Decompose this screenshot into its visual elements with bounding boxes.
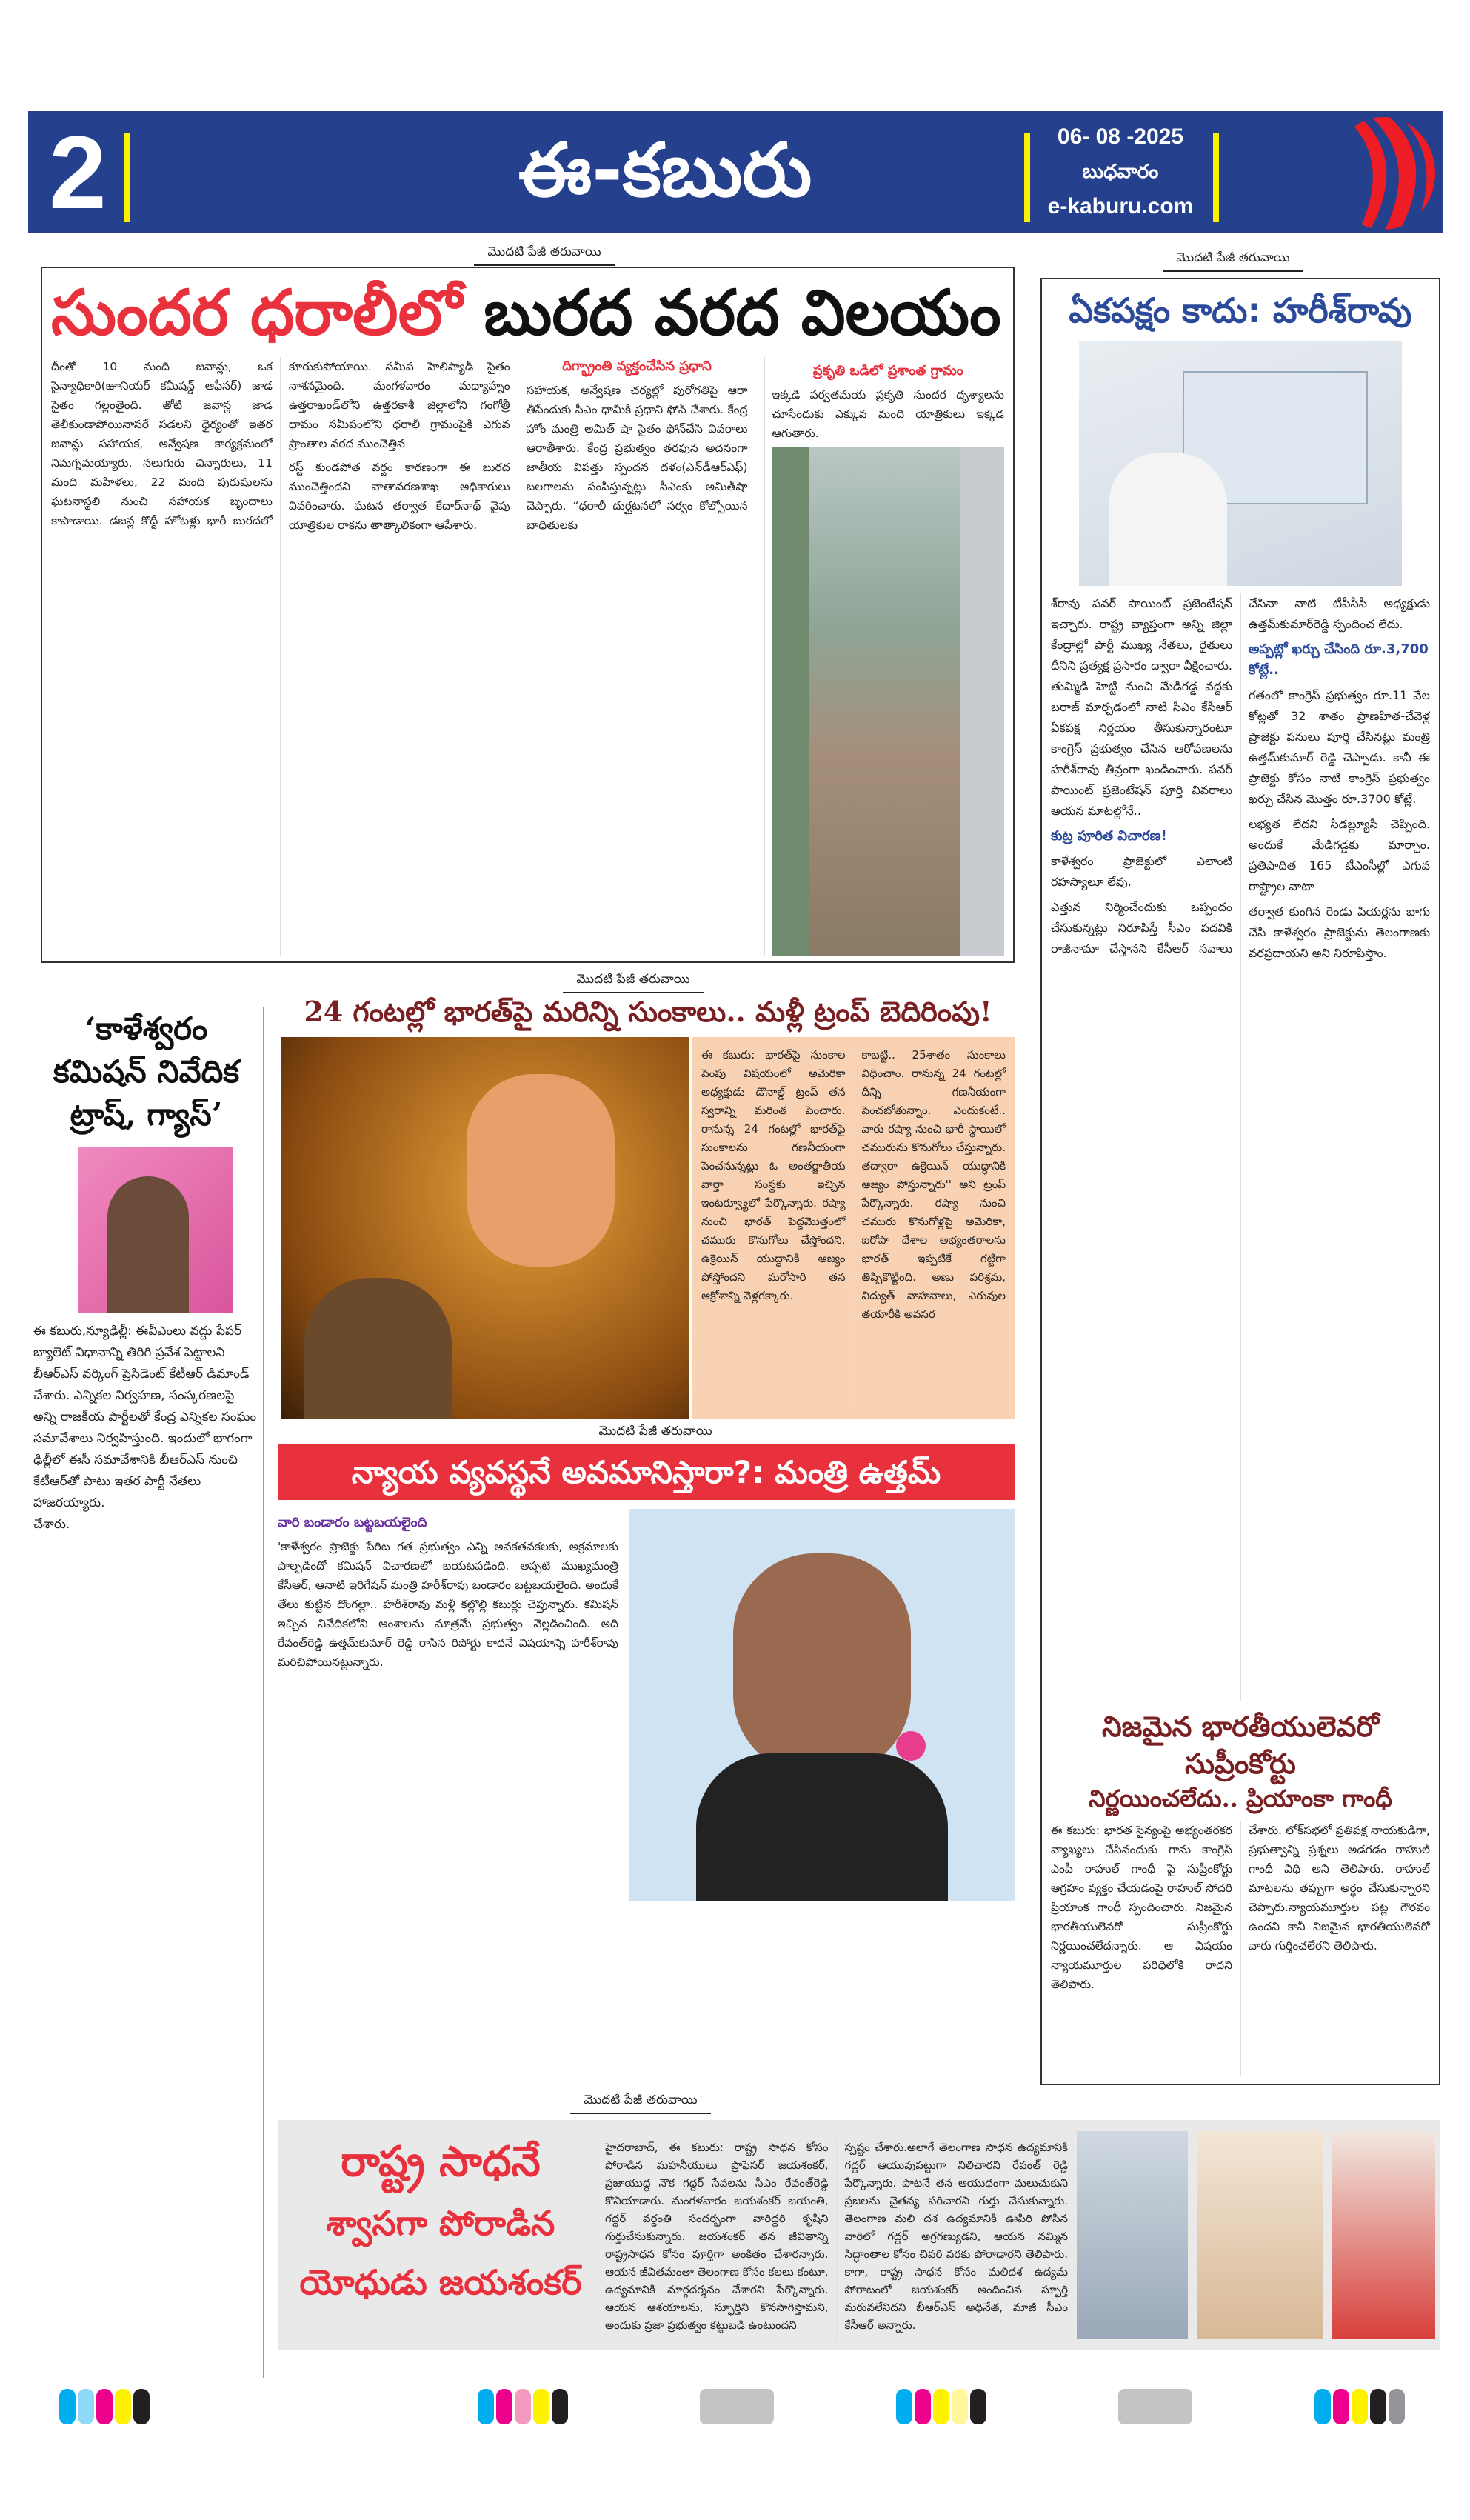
flood-body-row	[51, 357, 1004, 956]
paragraph: దీంతో 10 మంది జవాన్లు, ఒక సైన్యాధికారి(జూనియర్ కమీషన్డ్ ఆఫీసర్) జాడ సైతం గల్లంతైంది. తోటి జవాన్ల జాడ తెలీకుండాపోయినాసరే సడలని ధైర్యంతో ఇతర జవాన్లు సహాయక, అన్వేషణ కార్యక్రమంలో నిమగ్నమయ్యారు. నలుగురు చిన్నారులు, 11 మంది మహిళలు, 22 మంది పురుషులను ఘటనాస్థలి నుంచి సహాయక బృందాలు కాపాడాయి. డజన్ల కొద్దీ హోటళ్లు భారీ బురదలో కూరుకుపోయాయి. సమీప హెలిప్యాడ్ సైతం నాశనమైంది. మంగళవారం మధ్యాహ్నం ఉత్తరాఖండ్‌లోని ఉత్తరకాశీ జిల్లాలోని గంగోత్రీ ధామం సమీపంలోని ధరాలీ గ్రామంపైకి ఎగువ ప్రాంతాల వరద ముంచెత్తిన	[51, 360, 510, 527]
headline-line: యోధుడు జయశంకర్	[299, 2262, 582, 2302]
headline-red-part: సుందర ధరాలీలో	[51, 276, 463, 349]
photo-panel	[960, 447, 1004, 956]
gaddar-photo	[1332, 2131, 1435, 2339]
ktr-article	[33, 1007, 259, 2378]
paragraph: స్పష్టం చేశారు.అలాగే తెలంగాణ సాధన ఉద్యమానికి గద్దర్ ఆయువుపట్టుగా నిలిచారని రేవంత్ రెడ్డి పేర్కొన్నారు. పాటనే తన ఆయుధంగా మలుచుకుని ప్రజలను చైతన్య పరిచారని గుర్తు చేసుకున్నారు. తెలంగాణ మలి దశ ఉద్యమానికి ఊపిరి పోసిన వారిలో గద్దర్ అగ్రగణ్యుడని, ఆయన నమ్మిన సిద్ధాంతాల కోసం చివరి వరకు పోరాడారని తెలిపారు. కాగా, రాష్ట్ర సాధన కోసం మలిదశ ఉద్యమ పోరాటంలో జయశంకర్ అందించిన స్ఫూర్తి మరువలేనిదని బీఆర్ఎస్ అధినేత, మాజీ సీఎం కేసీఆర్ అన్నారు.	[844, 2141, 1068, 2332]
uttam-figure	[733, 1553, 911, 1776]
paragraph: హైదరాబాద్, ఈ కబురు: రాష్ట్ర సాధన కోసం పోరాడిన మహనీయులు ప్రొఫెసర్ జయశంకర్, ప్రజాయుద్ధ నౌక గద్దర్ సేవలను సీఎం రేవంత్‌రెడ్డి కొనియాడారు. మంగళవారం జయశంకర్ జయంతి, గద్దర్ వర్ధంతి సందర్భంగా వారిద్దరి కృషిని గుర్తుచేసుకున్నారు. జయశంకర్ తన జీవితాన్ని రాష్ట్రసాధన కోసం పూర్తిగా అంకితం చేశారన్నారు. ఆయన జీవితమంతా తెలంగాణ కోసం కలలు కంటూ, ఉద్యమానికి మార్గదర్శనం చేశారని పేర్కొన్నారు. ఆయన ఆశయాలను, స్ఫూర్తిని కొనసాగిస్తామని, అందుకు ప్రజా ప్రభుత్వం కట్టుబడి ఉంటుందని	[605, 2141, 829, 2332]
harish-headline: ఏకపక్షం కాదు: హరీశ్‌రావు	[1069, 290, 1412, 330]
uttam-body	[278, 1509, 618, 2081]
paragraph: ఇక్కడి పర్వతమయ ప్రకృతి సుందర దృశ్యాలను చూసేందుకు ఎక్కువ మంది యాత్రికులు ఇక్కడ ఆగుతారు.	[772, 388, 1004, 440]
continued-label: మొదటి పేజీ తరువాయి	[563, 972, 704, 993]
gray-swatch	[700, 2389, 774, 2424]
uttam-row	[278, 1509, 1015, 2081]
paragraph: సహాయక, అన్వేషణ చర్యల్లో పురోగతిపై ఆరా తీసేందుకు సీఎం ధామీకి ప్రధాని ఫోన్ చేశారు. కేంద్ర హోం మంత్రి అమిత్ షా సైతం ఫోన్‌చేసి వివరాలు ఆరాతీశారు. కేంద్ర ప్రభుత్వం తరఫున అదనంగా జాతీయ విపత్తు స్పందన దళం(ఎన్‌డీఆర్ఎఫ్) బలగాలను పంపిస్తున్నట్లు సీఎంకు అమిత్‌షా చెప్పారు. “ధరాలీ దుర్ఘటనలో సర్వం కోల్పోయిన బాధితులకు	[526, 384, 748, 532]
trump-row	[281, 1037, 1015, 1419]
subheading: వారి బండారం బట్టబయలైంది	[278, 1515, 427, 1530]
paragraph: రస్ట్ కుండపోత వర్షం కారణంగా ఈ బురద ముంచెత్తిందని వాతావరణశాఖ అధికారులు వివరించారు. ఘటన తర్వాత కేదార్‌నాథ్ వైపు యాత్రికుల రాకను తాత్కాలికంగా ఆపేశారు.	[288, 461, 510, 532]
ktr-body	[33, 1321, 259, 2378]
color-registration-bar	[478, 2389, 568, 2424]
headline-line: నిజమైన భారతీయులెవరో సుప్రీంకోర్టు	[1101, 1710, 1380, 1780]
continued-label: మొదటి పేజీ తరువాయి	[570, 2093, 711, 2114]
jayashankar-article	[278, 2120, 1440, 2350]
subheading: కుట్ర పూరిత విచారణ!	[1051, 828, 1167, 844]
uttam-photo	[629, 1509, 1015, 1901]
headline-line: నిర్ణయించలేదు.. ప్రియాంకా గాంధీ	[1089, 1784, 1392, 1813]
priyanka-body	[1051, 1821, 1430, 2076]
color-registration-bar	[59, 2389, 150, 2424]
color-registration-bar	[1314, 2389, 1405, 2424]
parliament-building	[304, 1278, 452, 1419]
ktr-figure	[107, 1176, 189, 1313]
paragraph: ఈ కబురు,న్యూఢిల్లీ: ఈవీఎంలు వద్దు పేపర్ బ్యాలెట్ విధానాన్ని తిరిగి ప్రవేశ పెట్టాలని బీఆర్ఎస్ వర్కింగ్ ప్రెసిడెంట్ కేటీఆర్ డిమాండ్ చేశారు. ఎన్నికల నిర్వహణ, సంస్కరణలపై అన్ని రాజకీయ పార్టీలతో కేంద్ర ఎన్నికల సంఘం సమావేశాలు నిర్వహిస్తుంది. ఇందులో భాగంగా ఢిల్లీలో ఈసీ సమావేశానికి బీఆర్ఎస్ నుంచి కేటీఆర్‌తో పాటు ఇతర పార్టీ నేతలు హాజరయ్యారు.	[33, 1324, 257, 1510]
subheading: అప్పట్లో ఖర్చు చేసింది రూ.3,700 కోట్లే..	[1249, 641, 1429, 678]
harish-body	[1051, 593, 1430, 1701]
color-registration-bar	[896, 2389, 986, 2424]
uttam-jacket	[696, 1753, 948, 1901]
divider	[124, 133, 130, 222]
trump-body	[692, 1037, 1015, 1419]
jayashankar-headline	[285, 2131, 596, 2339]
gray-swatch	[1118, 2389, 1192, 2424]
paragraph: 'కాళేశ్వరం ప్రాజెక్టు పేరిట గత ప్రభుత్వం ఎన్ని అవకతవకలకు, అక్రమాలకు పాల్పడిందో కమిషన్ విచారణలో బయటపడింది. అప్పటి ముఖ్యమంత్రి కేసీఆర్, ఆనాటి ఇరిగేషన్ మంత్రి హరీశ్‌రావు బండారం బట్టబయలైంది. అందుకే తేలు కుట్టిన దొంగల్లా.. హరీశ్‌రావు మళ్లీ కల్లొల్లి కబుర్లు చెప్తున్నారు. కమిషన్ ఇచ్చిన నివేదికలోని అంశాలను మాత్రమే ప్రభుత్వం వెల్లడించింది. అది రేవంత్‌రెడ్డి ఉత్తమ్‌కుమార్ రెడ్డి రాసిన రిపోర్టు కాదనే విషయాన్ని హరీశ్‌రావు మరిచిపోయినట్లున్నారు.	[278, 1540, 618, 1669]
revanth-reddy-photo	[1077, 2131, 1188, 2339]
ktr-headline: ‘కాళేశ్వరం కమిషన్ నివేదిక ట్రాష్, గ్యాస్’	[53, 1010, 240, 1133]
subheading: ప్రకృతి ఒడిలో ప్రశాంత గ్రామం	[812, 363, 963, 379]
issue-date: 06- 08 -2025	[1057, 124, 1184, 149]
paragraph: కాళేశ్వరం ప్రాజెక్టులో ఎలాంటి రహస్యాలూ లేవు.	[1051, 854, 1232, 889]
column-divider	[263, 1007, 264, 2378]
paragraph: కాబట్టి.. 25శాతం సుంకాలు విధించాం. రానున్న 24 గంటల్లో దీన్ని గణనీయంగా పెంచబోతున్నాం. ఎందుకంటే.. వారు రష్యా నుంచి భారీ స్థాయిలో చమురును కొనుగోలు చేస్తున్నారు. తద్వారా ఉక్రెయిన్ యుద్ధానికి ఆజ్యం పోస్తున్నారు'' అని ట్రంప్ పేర్కొన్నారు. రష్యా నుంచి చమురు కొనుగోళ్లపై అమెరికా, ఐరోపా దేశాల అభ్యంతరాలను భారత్ ఇప్పటికే గట్టిగా తిప్పికొట్టింది. అణు పరిశ్రమ, విద్యుత్ వాహనాలు, ఎరువుల తయారీకి అవసర	[861, 1048, 1006, 1321]
uttam-headline: న్యాయ వ్యవస్థనే అవమానిస్తారా?: మంత్రి ఉత్తమ్	[278, 1444, 1015, 1500]
masthead	[28, 111, 1443, 233]
speaker-figure	[1109, 453, 1227, 586]
headline-black-part: బురద వరద విలయం	[484, 276, 1001, 349]
headline-line: రాష్ట్ర సాధనే	[341, 2138, 541, 2186]
flood-photo	[772, 447, 1005, 956]
paragraph: గతంలో కాంగ్రెస్ ప్రభుత్వం రూ.11 వేల కోట్లతో 32 శాతం ప్రాణహిత-చేవెళ్ల ప్రాజెక్టు పనులు పూర్తి చేసినట్లు మంత్రి ఉత్తమ్‌కుమార్ రెడ్డి చెప్పాడు. కానీ ఈ ప్రాజెక్టు కోసం నాటి కాంగ్రెస్ ప్రభుత్వం ఖర్చు చేసిన మొత్తం రూ.3700 కోట్లే.	[1249, 688, 1430, 806]
paragraph: ఎత్తున నిర్మించేందుకు ఒప్పందం చేసుకున్నట్లు నిరూపిస్తే సీఎం పదవికి రాజీనామా చేస్తానని కేసీఆర్ సవాలు చేసినా నాటి టీపీసీసీ అధ్యక్షుడు ఉత్తమ్‌కుమార్‌రెడ్డి స్పందించ లేదు.	[1051, 596, 1430, 956]
paragraph: చేశారు. లోక్‌సభలో ప్రతిపక్ష నాయకుడిగా, ప్రభుత్వాన్ని ప్రశ్నలు అడగడం రాహుల్ గాంధీ విధి అని తెలిపారు. రాహుల్ మాటలను తప్పుగా అర్థం చేసుకున్నారని చెప్పారు.న్యాయమూర్తుల పట్ల గౌరవం ఉందని కానీ నిజమైన భారతీయులెవరో వారు గుర్తించలేరని తెలిపారు.	[1249, 1824, 1430, 1953]
uttam-article	[278, 1444, 1015, 2081]
subheading: దిగ్భ్రాంతి వ్యక్తంచేసిన ప్రధాని	[562, 359, 712, 374]
newspaper-title: ఈ-కబురు	[518, 127, 812, 213]
right-column	[1040, 278, 1440, 2085]
paragraph: ఈ కబురు: భారత్‌పై సుంకాల పెంపు విషయంలో అమెరికా అధ్యక్షుడు డొనాల్డ్ ట్రంప్ తన స్వరాన్ని మరింత పెంచారు. రానున్న 24 గంటల్లో భారత్‌పై సుంకాలను గణనీయంగా పెంచనున్నట్లు ఓ అంతర్జాతీయ వార్తా సంస్థకు ఇచ్చిన ఇంటర్వ్యూలో పేర్కొన్నారు. రష్యా నుంచి భారత్ పెద్దమొత్తంలో చమురు కొనుగోలు చేస్తోందని, ఉక్రెయిన్ యుద్ధానికి ఆజ్యం పోస్తోందని మరోసారి తన ఆక్రోశాన్ని వెళ్లగక్కారు.	[701, 1048, 846, 1302]
continued-label: మొదటి పేజీ తరువాయి	[474, 244, 615, 266]
flood-body	[51, 357, 748, 956]
flood-headline	[51, 274, 1004, 351]
page-number: 2	[49, 114, 107, 230]
jayashankar-body	[605, 2131, 1068, 2339]
photo-panel	[772, 447, 809, 956]
issue-day: బుధవారం	[1082, 160, 1159, 182]
website-link[interactable]: e-kaburu.com	[1047, 194, 1194, 219]
paragraph: చేశారు.	[33, 1517, 70, 1532]
jayashankar-photo	[1197, 2131, 1323, 2339]
flood-article	[41, 267, 1015, 963]
trump-figure	[467, 1074, 615, 1267]
paragraph: లభ్యత లేదని సీడబ్ల్యూసీ చెప్పింది. అందుకే మేడిగడ్డకు మార్చాం. ప్రతిపాదిత 165 టీఎంసీల్లో ఎగువ రాష్ట్రాల వాటా	[1249, 817, 1430, 893]
continued-label: మొదటి పేజీ తరువాయి	[1163, 250, 1303, 272]
paragraph: శ్‌రావు పవర్ పాయింట్ ప్రజెంటేషన్ ఇచ్చారు. రాష్ట్ర వ్యాప్తంగా అన్ని జిల్లా కేంద్రాల్లో పార్టీ ముఖ్య నేతలు, రైతులు దీనిని ప్రత్యక్ష ప్రసారం ద్వారా వీక్షించారు. తుమ్మిడి హెట్టి నుంచి మేడిగడ్డ వద్దకు బరాజ్ మార్చడంలో నాటి సీఎం కేసీఆర్ ఏకపక్ష నిర్ణయం తీసుకున్నారంటూ కాంగ్రెస్ ప్రభుత్వం చేసిన ఆరోపణలను హరీశ్‌రావు తీవ్రంగా ఖండించారు. పవర్ పాయింట్ ప్రజెంటేషన్ పూర్తి వివరాలు ఆయన మాటల్లోనే..	[1051, 596, 1232, 818]
divider	[1024, 133, 1030, 222]
microphone-icon	[896, 1731, 926, 1761]
paragraph: ఈ కబురు: భారత సైన్యంపై అభ్యంతరకర వ్యాఖ్యలు చేసినందుకు గాను కాంగ్రెస్ ఎంపీ రాహుల్ గాంధీ పై సుప్రీంకోర్టు ఆగ్రహం వ్యక్తం చేయడంపై రాహుల్ సోదరి ప్రియాంక గాంధీ స్పందించారు. నిజమైన భారతీయులెవరో సుప్రీంకోర్టు నిర్ణయించలేదన్నారు. ఆ విషయం న్యాయమూర్తుల పరిధిలోకి రాదని తెలిపారు.	[1051, 1824, 1232, 1991]
continued-label: మొదటి పేజీ తరువాయి	[585, 1424, 726, 1445]
headline-line: శ్వాసగా పోరాడిన	[326, 2203, 555, 2243]
trump-illustration	[281, 1037, 689, 1419]
ktr-photo	[78, 1147, 233, 1313]
flood-body-last-column	[764, 357, 1005, 956]
harish-photo	[1079, 341, 1402, 586]
paragraph: తర్వాత కుంగిన రెండు పియర్లను బాగు చేసి కాళేశ్వరం ప్రాజెక్టును తెలంగాణకు వరప్రదాయని అని నిరూపిస్తాం.	[1249, 904, 1430, 960]
divider	[1213, 133, 1219, 222]
trump-article	[281, 993, 1015, 1419]
trump-headline: 24 గంటల్లో భారత్‌పై మరిన్ని సుంకాలు.. మళ్లీ ట్రంప్ బెదిరింపు!	[304, 995, 992, 1028]
priyanka-headline	[1051, 1708, 1430, 1815]
globe-logo-icon	[1328, 115, 1439, 232]
